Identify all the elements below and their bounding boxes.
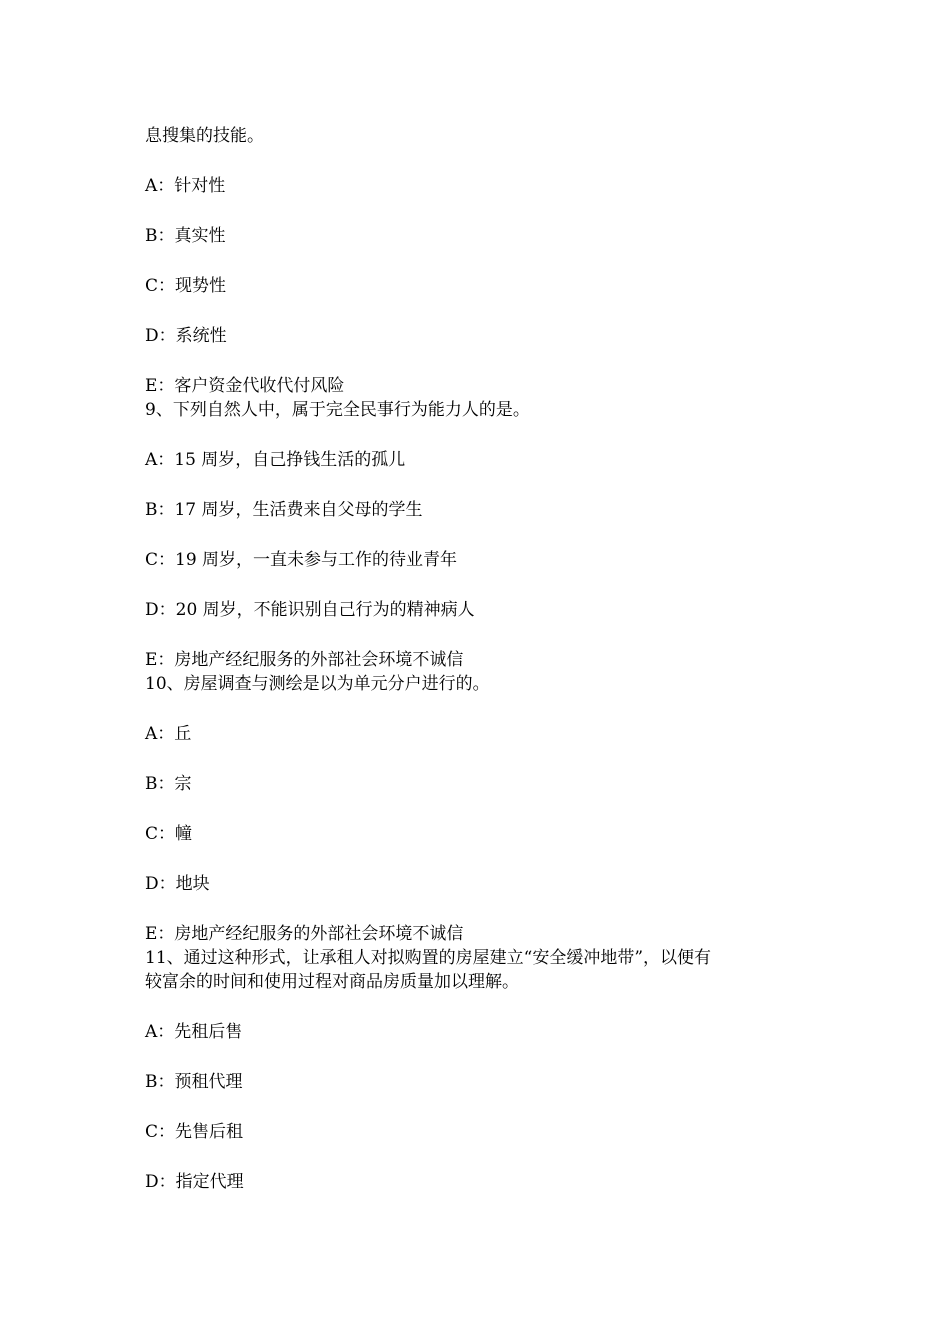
- text-line: 息搜集的技能。: [145, 126, 264, 146]
- option-d: D：20 周岁，不能识别自己行为的精神病人: [145, 600, 475, 620]
- option-b: B：预租代理: [145, 1072, 243, 1092]
- option-a: A：丘: [145, 724, 192, 744]
- option-d: D：地块: [145, 874, 210, 894]
- option-c: C：19 周岁，一直未参与工作的待业青年: [145, 550, 458, 570]
- option-c: C：幢: [145, 824, 193, 844]
- option-e: E：房地产经纪服务的外部社会环境不诚信: [145, 650, 464, 670]
- option-d: D：指定代理: [145, 1172, 244, 1192]
- question-11: 11、通过这种形式，让承租人对拟购置的房屋建立“安全缓冲地带”，以便有: [145, 948, 712, 968]
- question-10: 10、房屋调查与测绘是以为单元分户进行的。: [145, 674, 490, 694]
- question-9: 9、下列自然人中，属于完全民事行为能力人的是。: [145, 400, 530, 420]
- option-e: E：房地产经纪服务的外部社会环境不诚信: [145, 924, 464, 944]
- option-b: B：宗: [145, 774, 192, 794]
- option-a: A：15 周岁，自己挣钱生活的孤儿: [145, 450, 406, 470]
- option-a: A：先租后售: [145, 1022, 243, 1042]
- option-b: B：真实性: [145, 226, 226, 246]
- option-a: A：针对性: [145, 176, 226, 196]
- question-11-continued: 较富余的时间和使用过程对商品房质量加以理解。: [145, 972, 519, 992]
- option-c: C：现势性: [145, 276, 227, 296]
- option-e: E：客户资金代收代付风险: [145, 376, 345, 396]
- option-d: D：系统性: [145, 326, 227, 346]
- option-c: C：先售后租: [145, 1122, 244, 1142]
- option-b: B：17 周岁，生活费来自父母的学生: [145, 500, 423, 520]
